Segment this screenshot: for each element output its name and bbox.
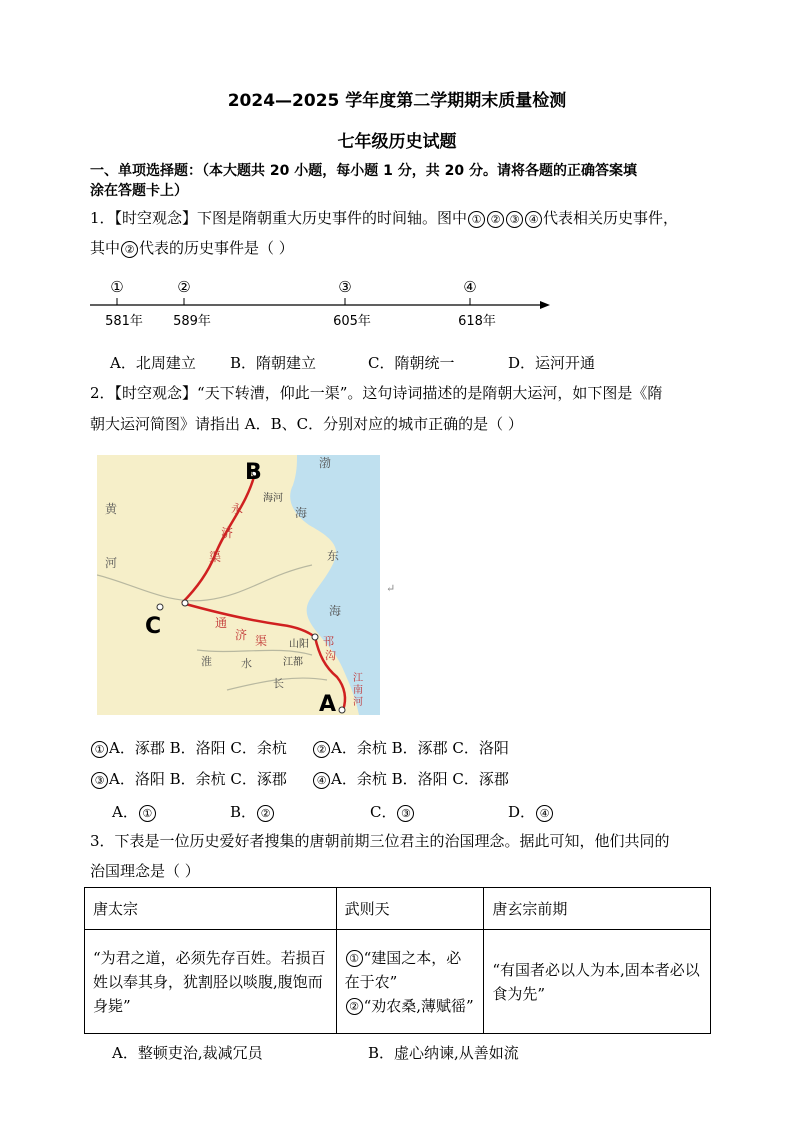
q2-option-c-num: ③: [397, 805, 414, 822]
q1-mark-3: ③: [506, 211, 523, 228]
q3-cell-wuzetian-1: [345, 946, 476, 994]
q2-option-c[interactable]: [370, 801, 415, 822]
exam-title: 2024—2025 学年度第二学期期末质量检测: [227, 91, 567, 111]
q3-table-body-row: [85, 930, 711, 1034]
q2-choice-4-text: A．余杭 B．洛阳 C．涿郡: [331, 770, 509, 788]
q2-option-d-label: D．: [508, 803, 536, 821]
section-heading-line2: 涂在答题卡上）: [90, 183, 188, 199]
city-dot-luoyang: [182, 600, 188, 606]
q2-choice-1-num: ①: [91, 741, 108, 758]
q1-line1-post: 代表相关历史事件，: [543, 209, 679, 227]
city-dot-c: [157, 604, 163, 610]
q2-choice-2-text: A．余杭 B．涿郡 C．洛阳: [331, 739, 509, 757]
q3-option-b[interactable]: B．虚心纳谏,从善如流: [368, 1044, 519, 1062]
city-dot-a: [339, 707, 345, 713]
map-label-nan: 南: [353, 685, 363, 696]
map-label-sea-1: 海: [295, 506, 308, 520]
map-label-qu2: 渠: [255, 634, 268, 648]
map-label-he: 河: [105, 556, 118, 570]
q2-option-d-num: ④: [536, 805, 553, 822]
map-label-gou: 沟: [325, 649, 336, 662]
timeline-mark-2: ②: [177, 278, 191, 296]
map-label-east-1: 东: [327, 549, 340, 563]
q2-choice-3-text: A．洛阳 B．余杭 C．涿郡: [109, 770, 287, 788]
map-label-qu1: 渠: [209, 550, 222, 564]
q2-line1: 2．【时空观念】“天下转漕，仰此一渠”。这句诗词描述的是隋朝大运河，如下图是《隋: [90, 384, 663, 402]
q1-mark-4: ④: [525, 211, 542, 228]
q3-cell-wuzetian-2-text: “劝农桑,薄赋徭”: [363, 996, 474, 1015]
grand-canal-map: [97, 455, 380, 715]
q2-choice-4-num: ④: [313, 772, 330, 789]
timeline-year-2: 589年: [173, 314, 211, 329]
map-label-han: 邗: [323, 635, 334, 648]
map-label-jiang: 江: [353, 673, 363, 684]
map-label-haihe: 海河: [263, 493, 283, 504]
map-label-shanyang: 山阳: [289, 639, 309, 650]
map-label-b: B: [245, 460, 262, 485]
q1-line2-mark: ②: [121, 241, 138, 258]
timeline-arrow-icon: [540, 301, 550, 309]
map-label-shui: 水: [241, 657, 252, 670]
q3-table: [84, 887, 711, 1034]
map-label-tong: 通: [215, 616, 228, 630]
q1-line2-pre: 其中: [90, 239, 121, 257]
q1-mark-1: ①: [468, 211, 485, 228]
q3-line1: 3．下表是一位历史爱好者搜集的唐朝前期三位君主的治国理念。据此可知，他们共同的: [90, 832, 670, 850]
q2-choice-4: [312, 768, 509, 789]
timeline-mark-3: ③: [338, 278, 352, 296]
map-label-c: C: [145, 614, 162, 639]
q3-cell-taizong: “为君之道，必须先存百姓。若损百姓以奉其身，犹割胫以啖腹,腹饱而身毙”: [85, 930, 337, 1034]
map-label-jiangdu: 江都: [283, 657, 303, 668]
q2-option-b[interactable]: [230, 801, 275, 822]
q3-cell-wuzetian-1-text: “建国之本，必在于农”: [344, 948, 462, 991]
q2-option-c-label: C．: [370, 803, 397, 821]
timeline-year-3: 605年: [333, 314, 371, 329]
exam-subtitle: 七年级历史试题: [337, 132, 457, 152]
q1-option-a[interactable]: A．北周建立: [110, 354, 196, 372]
q1-line1-pre: 1．【时空观念】下图是隋朝重大历史事件的时间轴。图中: [90, 209, 468, 227]
map-label-huai: 淮: [201, 655, 212, 668]
map-label-a: A: [319, 692, 337, 715]
city-dot-shanyang: [312, 634, 318, 640]
q2-choice-1: [90, 737, 287, 758]
q1-line2-post: 代表的历史事件是（ ）: [139, 239, 294, 257]
q2-option-b-label: B．: [230, 803, 257, 821]
q2-choice-2: [312, 737, 509, 758]
map-label-ji2: 济: [235, 628, 248, 642]
q1-line1: [90, 208, 710, 228]
q1-line2: [90, 238, 710, 258]
map-label-he2: 河: [353, 697, 363, 708]
return-arrow-icon: ↵: [386, 582, 396, 595]
timeline-year-1: 581年: [105, 314, 143, 329]
q2-choice-2-num: ②: [313, 741, 330, 758]
section-heading-line1: 一、单项选择题：（本大题共 20 小题，每小题 1 分，共 20 分。请将各题的正确答案填: [90, 163, 637, 179]
q2-option-a[interactable]: [112, 801, 157, 822]
q2-option-d[interactable]: [508, 801, 554, 822]
q1-option-c[interactable]: C．隋朝统一: [368, 354, 455, 372]
q2-option-a-num: ①: [139, 805, 156, 822]
q1-mark-2: ②: [487, 211, 504, 228]
q2-choice-1-text: A．涿郡 B．洛阳 C．余杭: [109, 739, 287, 757]
q3-table-header-row: [85, 888, 711, 930]
timeline-mark-4: ④: [463, 278, 477, 296]
map-label-yong: 永: [231, 502, 244, 516]
q3-header-taizong: 唐太宗: [85, 888, 337, 930]
q2-option-b-num: ②: [257, 805, 274, 822]
q3-cell-wuzetian: [336, 930, 484, 1034]
map-label-east-2: 海: [329, 604, 342, 618]
timeline-mark-1: ①: [110, 278, 124, 296]
q3-header-wuzetian: 武则天: [336, 888, 484, 930]
q2-line2: 朝大运河简图》请指出 A．B、C．分别对应的城市正确的是（ ）: [90, 415, 523, 433]
timeline-diagram: [88, 272, 558, 336]
map-label-chang: 长: [273, 677, 284, 690]
q2-option-a-label: A．: [112, 803, 138, 821]
q1-option-d[interactable]: D．运河开通: [508, 354, 596, 372]
timeline-year-4: 618年: [458, 314, 496, 329]
q2-choice-3-num: ③: [91, 772, 108, 789]
q3-header-xuanzong: 唐玄宗前期: [484, 888, 711, 930]
map-label-bohai: 渤: [319, 456, 332, 470]
q3-cell-wuzetian-2: [345, 994, 476, 1018]
q1-option-b[interactable]: B．隋朝建立: [230, 354, 317, 372]
q3-cell-xuanzong: “有国者必以人为本,固本者必以食为先”: [484, 930, 711, 1034]
map-label-ji1: 济: [221, 526, 234, 540]
q2-choice-3: [90, 768, 287, 789]
q3-cell-wuzetian-2-num: ②: [346, 998, 363, 1015]
q3-line2: 治国理念是（ ）: [90, 862, 200, 880]
q3-option-a[interactable]: A．整顿吏治,裁减冗员: [112, 1044, 263, 1062]
map-label-huang: 黄: [105, 502, 118, 516]
q3-cell-wuzetian-1-num: ①: [346, 950, 363, 967]
